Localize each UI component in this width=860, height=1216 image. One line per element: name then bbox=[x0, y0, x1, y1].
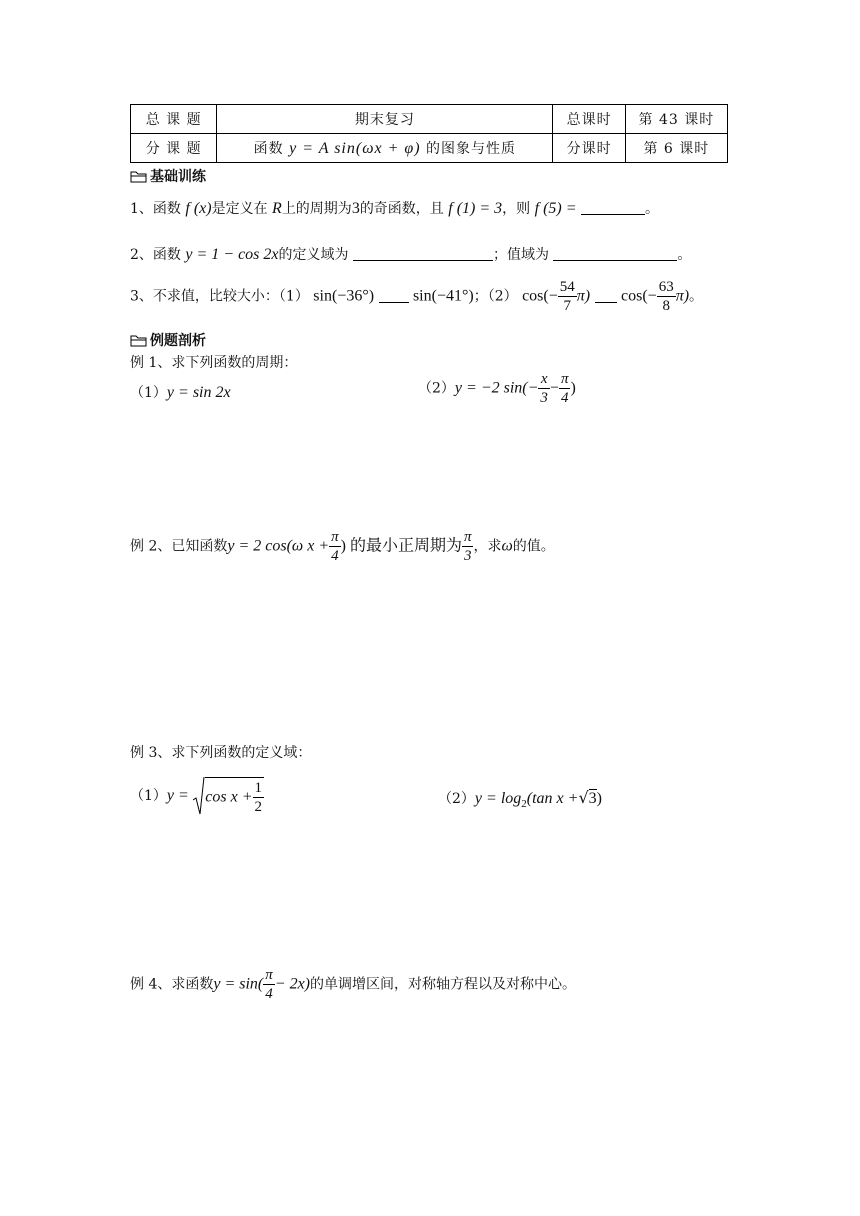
section-examples: 例题剖析 bbox=[130, 330, 206, 350]
section-basic-training: 基础训练 bbox=[130, 166, 206, 186]
sub-topic-formula: y = A sin(ωx + φ) bbox=[289, 140, 421, 157]
folder-icon bbox=[130, 334, 148, 347]
problem-2: 2、函数 y = 1 − cos 2x的定义域为 ；值域为 。 bbox=[130, 246, 692, 263]
total-topic-label: 总 课 题 bbox=[131, 105, 217, 134]
example-1-item-2: （2）y = −2 sin(− $\frac{x}{3}$ − $\frac{\pi}{4}$ ) bbox=[418, 371, 576, 406]
example-3-item-1: （1）y = cos x + $\frac{1}{2}$ bbox=[130, 776, 264, 816]
header-row-sub bbox=[131, 134, 728, 163]
example-3-title: 例 3、求下列函数的定义域： bbox=[130, 745, 312, 761]
example-4: 例 4、求函数y = sin( $\frac{\pi}{4}$ − 2x)的单调增区间，对称轴方程以及对称中心。 bbox=[130, 967, 577, 1002]
sub-time-label: 分课时 bbox=[553, 134, 625, 163]
domain-blank[interactable] bbox=[353, 260, 493, 261]
sub-topic-value: 函数 y = A sin(ωx + φ) 的图象与性质 bbox=[217, 134, 553, 163]
problem-3: 3、不求值，比较大小：（1） sin(−36°) sin(−41°)；（2） cos(− $\frac{54}{7}$ π) cos(− $\frac{63}{8}$ π)。 bbox=[130, 279, 704, 314]
header-row-total bbox=[131, 105, 728, 134]
example-3-item-2: $(2)y = \log_2(\tan$ x +√3) bbox=[438, 788, 602, 810]
range-blank[interactable] bbox=[553, 260, 677, 261]
example-2: 例 2、已知函数y = 2 cos(ω x + $\frac{\pi}{4}$ ) 的最小正周期为 $\frac{\pi}{3}$ ，求ω的值。 bbox=[130, 529, 555, 564]
sqrt-symbol bbox=[193, 776, 205, 816]
problem-1: 1、函数 f (x)是定义在 R上的周期为3的奇函数，且 f (1) = 3，则 f (5) = 。 bbox=[130, 200, 659, 217]
example-1-item-1: （1）y = sin 2x bbox=[130, 384, 231, 401]
sub-topic-label: 分 课 题 bbox=[131, 134, 217, 163]
answer-blank[interactable] bbox=[581, 214, 645, 215]
example-1-title: 例 1、求下列函数的周期： bbox=[130, 355, 298, 371]
compare-blank-2[interactable] bbox=[595, 302, 617, 303]
total-topic-value: 期末复习 bbox=[217, 105, 553, 134]
folder-icon bbox=[130, 170, 148, 183]
compare-blank-1[interactable] bbox=[379, 302, 409, 303]
header-table bbox=[130, 104, 728, 163]
total-time-value: 第 43 课时 bbox=[625, 105, 727, 134]
total-time-label: 总课时 bbox=[553, 105, 625, 134]
sub-time-value: 第 6 课时 bbox=[625, 134, 727, 163]
